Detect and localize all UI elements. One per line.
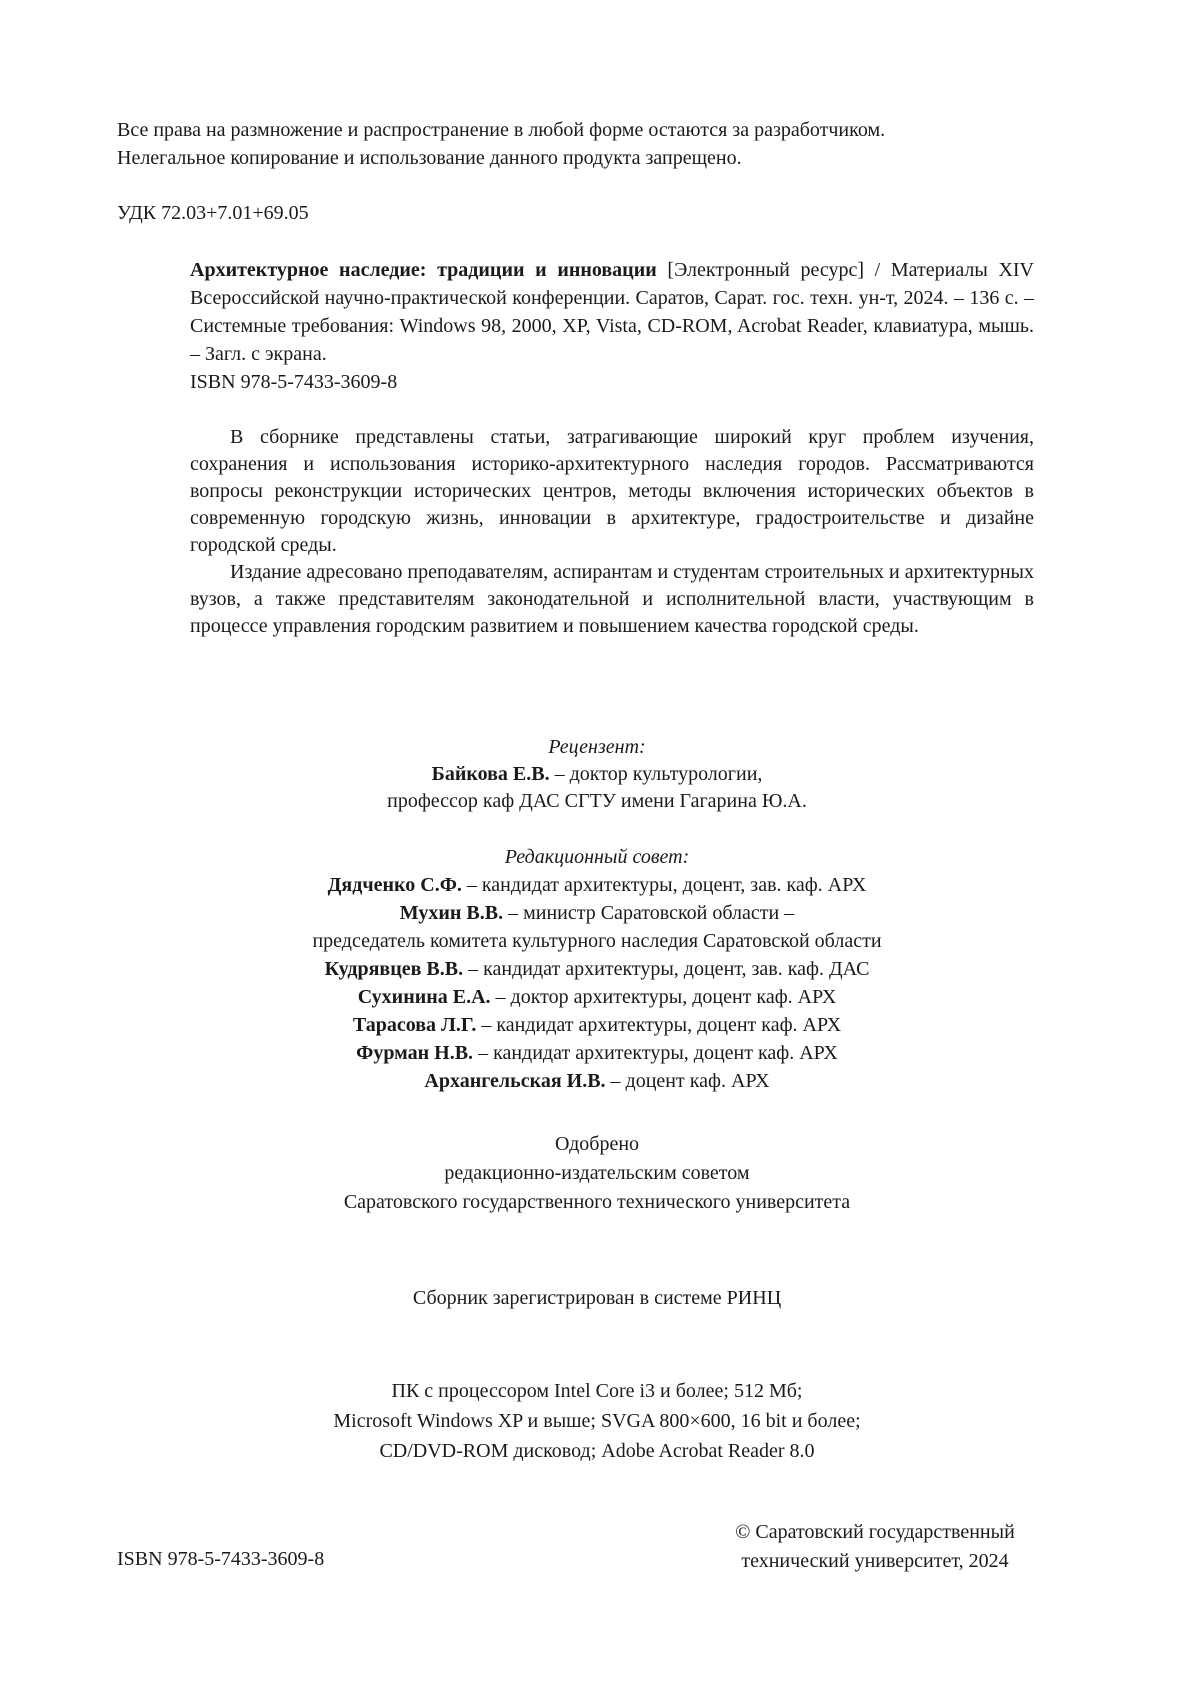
editorial-board-heading: Редакционный совет: (504, 846, 690, 868)
bibliographic-record (190, 256, 1034, 396)
reviewer-heading: Рецензент: (548, 736, 646, 758)
editorial-board (117, 843, 1077, 1095)
board-member-role: – кандидат архитектуры, доцент, зав. каф. ДАС (463, 958, 870, 980)
book-title: Архитектурное наследие: традиции и инновации (190, 259, 657, 281)
rights-notice (117, 116, 1077, 172)
system-requirements (117, 1376, 1077, 1466)
rights-notice-line: Все права на размножение и распространение в любой форме остаются за разработчиком. (117, 119, 886, 141)
approval-line: Одобрено (554, 1133, 640, 1155)
board-member (117, 1039, 1077, 1067)
annotation-paragraph: Издание адресовано преподавателям, аспирантам и студентам строительных и архитектурных вузов, а также представителям законодательной и исполнительной власти, участвующим в процессе управления городским развитием и повышением качества городской среды. (190, 561, 1034, 637)
board-member-name: Тарасова Л.Г. (352, 1014, 477, 1036)
copyright-line: технический университет, 2024 (741, 1550, 1009, 1572)
reviewer-section (117, 734, 1077, 815)
board-member-role: – министр Саратовской области – (503, 902, 795, 924)
board-member (117, 955, 1077, 983)
board-member-role: – доктор архитектуры, доцент каф. АРХ (490, 986, 837, 1008)
reviewer-name: Байкова Е.В. (431, 763, 550, 785)
bibliographic-description: [Электронный ресурс] / Материалы XIV Всероссийской научно-практической конференции. Саратов, Сарат. гос. техн. ун-т, 2024. – 136 с. – Системные требования: Windows 98, 2000, XP, Vista, CD-ROM, Acrobat Reader, клавиатура, мышь. – Загл. с экрана. (190, 259, 1035, 365)
board-member (117, 983, 1077, 1011)
board-member-name: Мухин В.В. (399, 902, 504, 924)
board-member (117, 871, 1077, 899)
requirements-line: ПК с процессором Intel Core i3 и более; 512 Мб; (391, 1380, 803, 1402)
annotation-paragraph: В сборнике представлены статьи, затрагивающие широкий круг проблем изучения, сохранения и использования историко-архитектурного наследия городов. Рассматриваются вопросы реконструкции исторических центров, методы включения исторических объектов в современную городскую жизнь, инновации в архитектуре, градостроительстве и дизайне городской среды. (190, 426, 1034, 556)
board-member-name: Дядченко С.Ф. (327, 874, 462, 896)
board-member-name: Кудрявцев В.В. (324, 958, 464, 980)
isbn-footer: ISBN 978-5-7433-3609-8 (117, 1548, 325, 1570)
board-member-role: – доцент каф. АРХ (605, 1070, 770, 1092)
board-member-role: – кандидат архитектуры, доцент каф. АРХ (473, 1042, 838, 1064)
reviewer-role: – доктор культурологии, (549, 763, 763, 785)
requirements-line: Microsoft Windows XP и выше; SVGA 800×600, 16 bit и более; (333, 1410, 861, 1432)
rinc-registration: Сборник зарегистрирован в системе РИНЦ (412, 1287, 782, 1309)
board-member (117, 899, 1077, 927)
board-member (117, 1067, 1077, 1095)
requirements-line: CD/DVD-ROM дисковод; Adobe Acrobat Reader 8.0 (379, 1440, 815, 1462)
board-member-role: председатель комитета культурного наследия Саратовской области (312, 930, 882, 952)
reviewer-line (117, 761, 1077, 788)
board-member-name: Архангельская И.В. (424, 1070, 606, 1092)
rights-notice-line: Нелегальное копирование и использование данного продукта запрещено. (117, 147, 742, 169)
isbn: ISBN 978-5-7433-3609-8 (190, 371, 398, 393)
annotation (190, 424, 1034, 640)
board-member (117, 927, 1077, 955)
board-member-name: Фурман Н.В. (356, 1042, 474, 1064)
board-member-role: – кандидат архитектуры, доцент каф. АРХ (476, 1014, 842, 1036)
approval-section (117, 1130, 1077, 1217)
udk-code: УДК 72.03+7.01+69.05 (117, 202, 309, 224)
board-member-role: – кандидат архитектуры, доцент, зав. каф. АРХ (461, 874, 867, 896)
board-member-name: Сухинина Е.А. (357, 986, 491, 1008)
board-member (117, 1011, 1077, 1039)
approval-line: Саратовского государственного технического университета (343, 1191, 851, 1213)
copyright (680, 1518, 1070, 1576)
copyright-line: © Саратовский государственный (735, 1521, 1015, 1543)
reviewer-affiliation: профессор каф ДАС СГТУ имени Гагарина Ю.А. (387, 790, 807, 812)
approval-line: редакционно-издательским советом (444, 1162, 750, 1184)
